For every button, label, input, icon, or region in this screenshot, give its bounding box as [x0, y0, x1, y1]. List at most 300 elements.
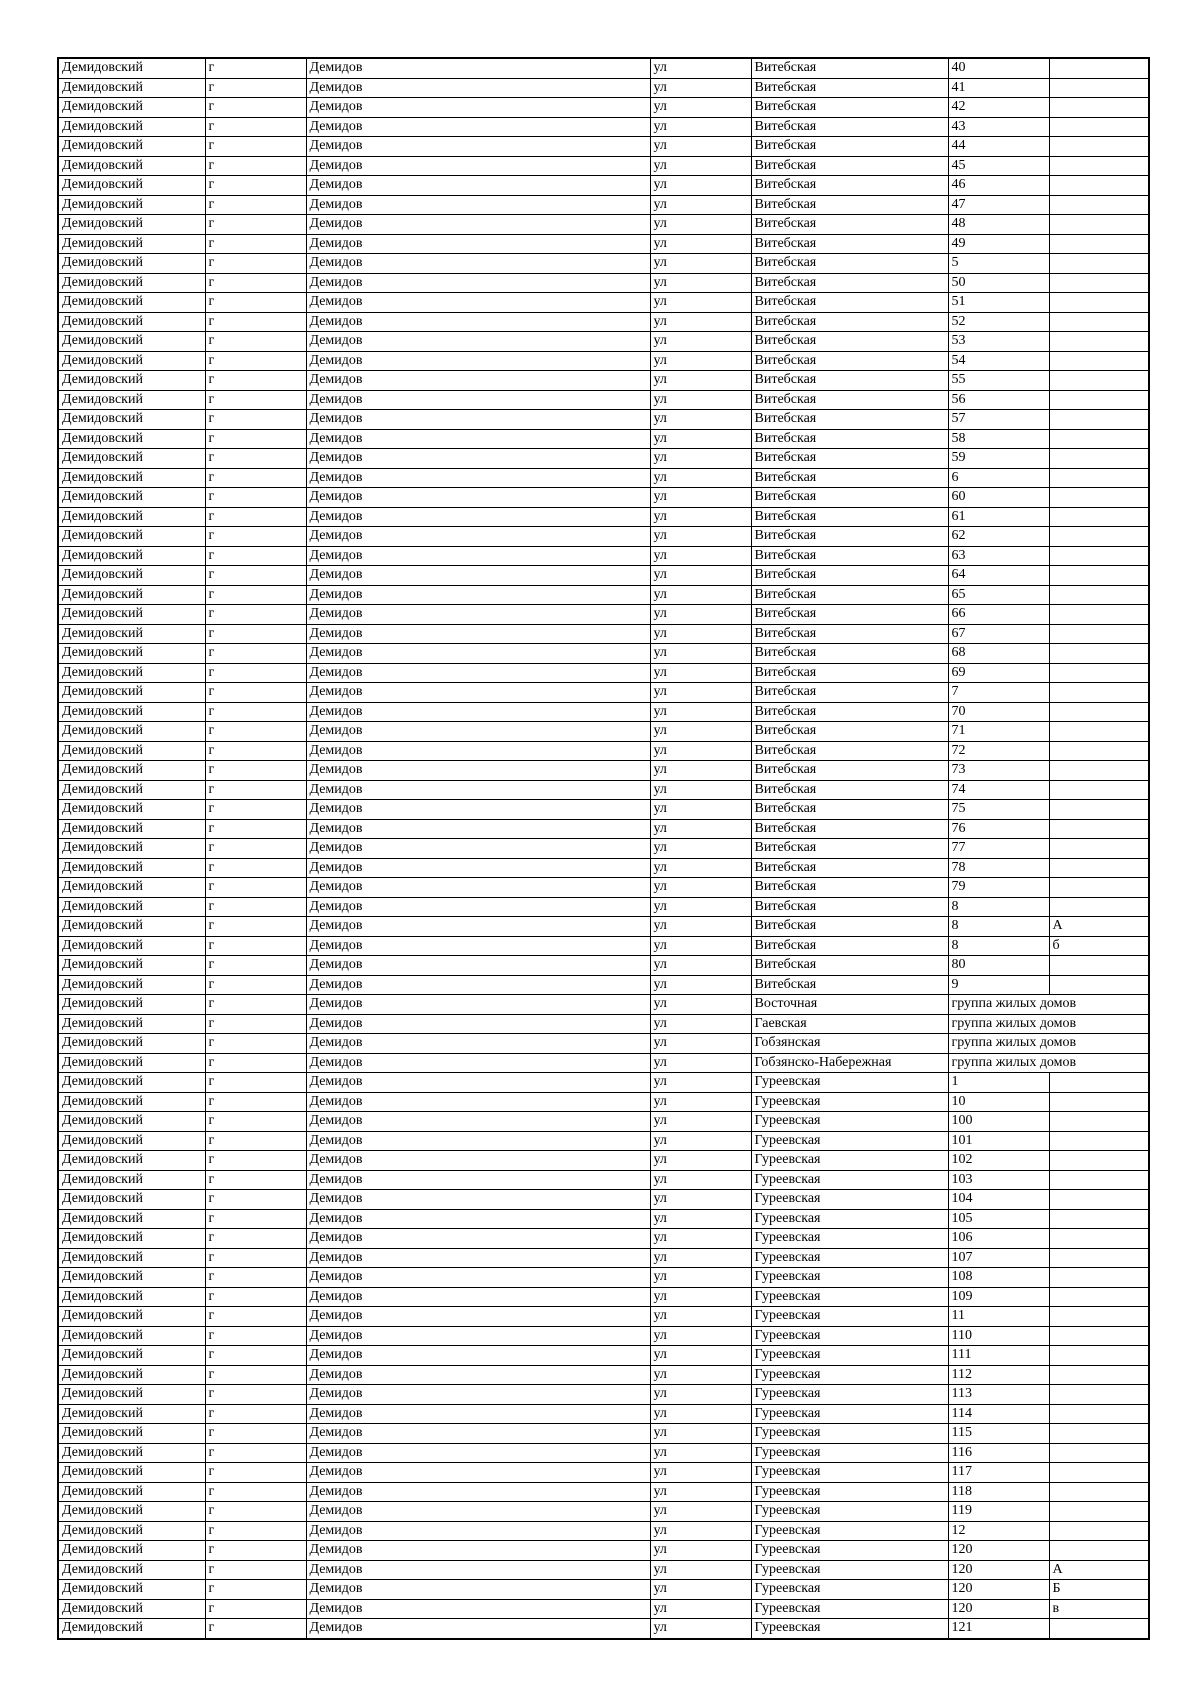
street-cell: Витебская: [751, 390, 948, 410]
table-row: [58, 761, 1149, 781]
table-row: [58, 683, 1149, 703]
house-number-cell: 1: [948, 1073, 1049, 1093]
district-cell: Демидовский: [58, 137, 205, 157]
table-row: [58, 1307, 1149, 1327]
settlement-cell: Демидов: [306, 254, 650, 274]
street-type-cell: ул: [650, 1482, 751, 1502]
table-row: [58, 566, 1149, 586]
district-cell: Демидовский: [58, 644, 205, 664]
house-number-cell: 77: [948, 839, 1049, 859]
house-number-cell: 50: [948, 273, 1049, 293]
building-letter-cell: [1049, 605, 1149, 625]
table-row: [58, 429, 1149, 449]
building-letter-cell: [1049, 371, 1149, 391]
settlement-cell: Демидов: [306, 995, 650, 1015]
building-letter-cell: [1049, 819, 1149, 839]
district-cell: Демидовский: [58, 995, 205, 1015]
district-cell: Демидовский: [58, 702, 205, 722]
street-cell: Витебская: [751, 234, 948, 254]
street-type-cell: ул: [650, 1073, 751, 1093]
table-row: [58, 234, 1149, 254]
table-row: [58, 1287, 1149, 1307]
building-letter-cell: [1049, 429, 1149, 449]
table-row: [58, 839, 1149, 859]
house-number-cell: 43: [948, 117, 1049, 137]
street-cell: Витебская: [751, 702, 948, 722]
settlement-type-cell: г: [205, 215, 306, 235]
house-number-cell: 10: [948, 1092, 1049, 1112]
table-row: [58, 98, 1149, 118]
street-type-cell: ул: [650, 800, 751, 820]
settlement-type-cell: г: [205, 1248, 306, 1268]
district-cell: Демидовский: [58, 741, 205, 761]
district-cell: Демидовский: [58, 1151, 205, 1171]
settlement-type-cell: г: [205, 254, 306, 274]
building-letter-cell: [1049, 546, 1149, 566]
building-letter-cell: [1049, 800, 1149, 820]
table-row: [58, 722, 1149, 742]
house-number-cell: 71: [948, 722, 1049, 742]
table-row: [58, 1541, 1149, 1561]
settlement-type-cell: г: [205, 1619, 306, 1639]
table-row: [58, 507, 1149, 527]
street-type-cell: ул: [650, 936, 751, 956]
settlement-cell: Демидов: [306, 1131, 650, 1151]
street-cell: Витебская: [751, 195, 948, 215]
table-row: [58, 780, 1149, 800]
house-number-cell: 54: [948, 351, 1049, 371]
settlement-type-cell: г: [205, 1463, 306, 1483]
district-cell: Демидовский: [58, 780, 205, 800]
street-cell: Гуреевская: [751, 1112, 948, 1132]
settlement-type-cell: г: [205, 137, 306, 157]
settlement-cell: Демидов: [306, 1365, 650, 1385]
house-number-cell: 76: [948, 819, 1049, 839]
settlement-cell: Демидов: [306, 156, 650, 176]
district-cell: Демидовский: [58, 273, 205, 293]
settlement-type-cell: г: [205, 176, 306, 196]
district-cell: Демидовский: [58, 488, 205, 508]
house-number-cell: 62: [948, 527, 1049, 547]
street-cell: Гуреевская: [751, 1385, 948, 1405]
table-row: [58, 176, 1149, 196]
street-cell: Витебская: [751, 215, 948, 235]
settlement-type-cell: г: [205, 1346, 306, 1366]
street-type-cell: ул: [650, 176, 751, 196]
settlement-cell: Демидов: [306, 585, 650, 605]
street-cell: Гуреевская: [751, 1326, 948, 1346]
street-cell: Гуреевская: [751, 1502, 948, 1522]
street-cell: Витебская: [751, 117, 948, 137]
house-number-cell: 63: [948, 546, 1049, 566]
house-number-cell: 8: [948, 897, 1049, 917]
district-cell: Демидовский: [58, 410, 205, 430]
settlement-type-cell: г: [205, 858, 306, 878]
street-cell: Витебская: [751, 956, 948, 976]
settlement-cell: Демидов: [306, 332, 650, 352]
district-cell: Демидовский: [58, 449, 205, 469]
table-row: [58, 897, 1149, 917]
building-letter-cell: [1049, 839, 1149, 859]
settlement-cell: Демидов: [306, 1209, 650, 1229]
district-cell: Демидовский: [58, 1131, 205, 1151]
building-letter-cell: [1049, 176, 1149, 196]
settlement-cell: Демидов: [306, 1014, 650, 1034]
house-number-cell: 49: [948, 234, 1049, 254]
street-type-cell: ул: [650, 566, 751, 586]
settlement-cell: Демидов: [306, 429, 650, 449]
district-cell: Демидовский: [58, 371, 205, 391]
district-cell: Демидовский: [58, 1268, 205, 1288]
house-number-cell: 45: [948, 156, 1049, 176]
settlement-type-cell: г: [205, 351, 306, 371]
settlement-type-cell: г: [205, 624, 306, 644]
building-letter-cell: [1049, 1092, 1149, 1112]
street-cell: Витебская: [751, 683, 948, 703]
district-cell: Демидовский: [58, 1229, 205, 1249]
street-type-cell: ул: [650, 1229, 751, 1249]
street-cell: Витебская: [751, 527, 948, 547]
district-cell: Демидовский: [58, 683, 205, 703]
table-row: [58, 527, 1149, 547]
settlement-type-cell: г: [205, 702, 306, 722]
street-cell: Гуреевская: [751, 1404, 948, 1424]
house-number-cell: 121: [948, 1619, 1049, 1639]
table-row: [58, 332, 1149, 352]
street-cell: Гобзянская: [751, 1034, 948, 1054]
street-type-cell: ул: [650, 1424, 751, 1444]
settlement-type-cell: г: [205, 956, 306, 976]
street-cell: Витебская: [751, 254, 948, 274]
district-cell: Демидовский: [58, 1307, 205, 1327]
building-letter-cell: [1049, 1209, 1149, 1229]
settlement-type-cell: г: [205, 936, 306, 956]
street-cell: Витебская: [751, 722, 948, 742]
table-row: [58, 195, 1149, 215]
district-cell: Демидовский: [58, 254, 205, 274]
table-row: [58, 1385, 1149, 1405]
street-cell: Витебская: [751, 546, 948, 566]
street-cell: Гуреевская: [751, 1190, 948, 1210]
street-type-cell: ул: [650, 449, 751, 469]
house-number-cell: 117: [948, 1463, 1049, 1483]
district-cell: Демидовский: [58, 1053, 205, 1073]
settlement-type-cell: г: [205, 1229, 306, 1249]
settlement-cell: Демидов: [306, 936, 650, 956]
house-number-cell: 61: [948, 507, 1049, 527]
street-type-cell: ул: [650, 839, 751, 859]
street-cell: Витебская: [751, 137, 948, 157]
district-cell: Демидовский: [58, 1092, 205, 1112]
settlement-cell: Демидов: [306, 215, 650, 235]
settlement-cell: Демидов: [306, 1053, 650, 1073]
building-letter-cell: [1049, 1073, 1149, 1093]
table-row: [58, 1151, 1149, 1171]
building-letter-cell: [1049, 273, 1149, 293]
house-number-cell: 40: [948, 58, 1049, 78]
street-cell: Витебская: [751, 858, 948, 878]
house-number-cell: 100: [948, 1112, 1049, 1132]
settlement-cell: Демидов: [306, 527, 650, 547]
settlement-cell: Демидов: [306, 1521, 650, 1541]
street-cell: Гуреевская: [751, 1248, 948, 1268]
settlement-type-cell: г: [205, 1424, 306, 1444]
settlement-type-cell: г: [205, 410, 306, 430]
district-cell: Демидовский: [58, 351, 205, 371]
street-type-cell: ул: [650, 1248, 751, 1268]
district-cell: Демидовский: [58, 1014, 205, 1034]
house-number-cell: 6: [948, 468, 1049, 488]
table-row: [58, 975, 1149, 995]
settlement-cell: Демидов: [306, 1112, 650, 1132]
street-type-cell: ул: [650, 1034, 751, 1054]
table-row: [58, 858, 1149, 878]
district-cell: Демидовский: [58, 293, 205, 313]
table-row: [58, 156, 1149, 176]
settlement-type-cell: г: [205, 371, 306, 391]
street-type-cell: ул: [650, 371, 751, 391]
house-number-cell: 51: [948, 293, 1049, 313]
building-letter-cell: [1049, 1112, 1149, 1132]
street-type-cell: ул: [650, 1268, 751, 1288]
street-type-cell: ул: [650, 1580, 751, 1600]
street-type-cell: ул: [650, 234, 751, 254]
district-cell: Демидовский: [58, 624, 205, 644]
settlement-cell: Демидов: [306, 1385, 650, 1405]
settlement-type-cell: г: [205, 878, 306, 898]
building-letter-cell: [1049, 1385, 1149, 1405]
settlement-type-cell: г: [205, 1521, 306, 1541]
street-cell: Гобзянско-Набережная: [751, 1053, 948, 1073]
settlement-cell: Демидов: [306, 800, 650, 820]
table-row: [58, 1443, 1149, 1463]
settlement-type-cell: г: [205, 897, 306, 917]
settlement-type-cell: г: [205, 1404, 306, 1424]
settlement-cell: Демидов: [306, 1580, 650, 1600]
settlement-cell: Демидов: [306, 663, 650, 683]
settlement-cell: Демидов: [306, 1560, 650, 1580]
table-row: [58, 1346, 1149, 1366]
building-letter-cell: [1049, 1521, 1149, 1541]
street-cell: Витебская: [751, 410, 948, 430]
building-letter-cell: [1049, 1268, 1149, 1288]
street-type-cell: ул: [650, 995, 751, 1015]
table-row: [58, 800, 1149, 820]
district-cell: Демидовский: [58, 1463, 205, 1483]
table-row: [58, 1482, 1149, 1502]
building-letter-cell: [1049, 956, 1149, 976]
street-cell: Гуреевская: [751, 1599, 948, 1619]
settlement-type-cell: г: [205, 98, 306, 118]
table-row: [58, 293, 1149, 313]
house-number-cell: 55: [948, 371, 1049, 391]
house-number-cell: 111: [948, 1346, 1049, 1366]
settlement-type-cell: г: [205, 683, 306, 703]
district-cell: Демидовский: [58, 1248, 205, 1268]
house-number-cell: группа жилых домов: [948, 1034, 1149, 1054]
table-row: [58, 605, 1149, 625]
house-number-cell: 69: [948, 663, 1049, 683]
street-type-cell: ул: [650, 546, 751, 566]
table-row: [58, 878, 1149, 898]
street-type-cell: ул: [650, 332, 751, 352]
street-type-cell: ул: [650, 1209, 751, 1229]
table-row: [58, 995, 1149, 1015]
settlement-type-cell: г: [205, 1151, 306, 1171]
street-cell: Гуреевская: [751, 1151, 948, 1171]
settlement-cell: Демидов: [306, 1502, 650, 1522]
table-row: [58, 663, 1149, 683]
street-type-cell: ул: [650, 780, 751, 800]
settlement-cell: Демидов: [306, 98, 650, 118]
street-type-cell: ул: [650, 1560, 751, 1580]
settlement-cell: Демидов: [306, 176, 650, 196]
building-letter-cell: [1049, 312, 1149, 332]
street-type-cell: ул: [650, 878, 751, 898]
settlement-cell: Демидов: [306, 605, 650, 625]
house-number-cell: 106: [948, 1229, 1049, 1249]
street-cell: Гаевская: [751, 1014, 948, 1034]
house-number-cell: 72: [948, 741, 1049, 761]
building-letter-cell: [1049, 897, 1149, 917]
district-cell: Демидовский: [58, 390, 205, 410]
district-cell: Демидовский: [58, 234, 205, 254]
building-letter-cell: [1049, 1404, 1149, 1424]
settlement-type-cell: г: [205, 722, 306, 742]
house-number-cell: 112: [948, 1365, 1049, 1385]
building-letter-cell: [1049, 624, 1149, 644]
settlement-cell: Демидов: [306, 1092, 650, 1112]
table-row: [58, 1190, 1149, 1210]
street-type-cell: ул: [650, 351, 751, 371]
settlement-cell: Демидов: [306, 195, 650, 215]
district-cell: Демидовский: [58, 176, 205, 196]
settlement-type-cell: г: [205, 546, 306, 566]
house-number-cell: 8: [948, 936, 1049, 956]
house-number-cell: 119: [948, 1502, 1049, 1522]
settlement-type-cell: г: [205, 1014, 306, 1034]
table-row: [58, 1404, 1149, 1424]
street-type-cell: ул: [650, 117, 751, 137]
district-cell: Демидовский: [58, 605, 205, 625]
building-letter-cell: [1049, 527, 1149, 547]
settlement-cell: Демидов: [306, 1307, 650, 1327]
street-type-cell: ул: [650, 1151, 751, 1171]
street-cell: Гуреевская: [751, 1209, 948, 1229]
house-number-cell: 120: [948, 1560, 1049, 1580]
street-cell: Гуреевская: [751, 1092, 948, 1112]
settlement-type-cell: г: [205, 1073, 306, 1093]
settlement-type-cell: г: [205, 312, 306, 332]
table-row: [58, 956, 1149, 976]
table-row: [58, 254, 1149, 274]
street-type-cell: ул: [650, 215, 751, 235]
street-cell: Гуреевская: [751, 1287, 948, 1307]
street-type-cell: ул: [650, 605, 751, 625]
settlement-cell: Демидов: [306, 488, 650, 508]
settlement-cell: Демидов: [306, 819, 650, 839]
table-row: [58, 273, 1149, 293]
district-cell: Демидовский: [58, 1599, 205, 1619]
street-cell: Витебская: [751, 761, 948, 781]
house-number-cell: 67: [948, 624, 1049, 644]
street-type-cell: ул: [650, 78, 751, 98]
building-letter-cell: [1049, 507, 1149, 527]
settlement-cell: Демидов: [306, 1541, 650, 1561]
settlement-cell: Демидов: [306, 1248, 650, 1268]
building-letter-cell: [1049, 975, 1149, 995]
street-cell: Гуреевская: [751, 1521, 948, 1541]
street-type-cell: ул: [650, 1287, 751, 1307]
house-number-cell: 12: [948, 1521, 1049, 1541]
house-number-cell: 42: [948, 98, 1049, 118]
settlement-cell: Демидов: [306, 1170, 650, 1190]
settlement-type-cell: г: [205, 488, 306, 508]
house-number-cell: 102: [948, 1151, 1049, 1171]
street-type-cell: ул: [650, 195, 751, 215]
street-type-cell: ул: [650, 1365, 751, 1385]
address-table-body: [58, 58, 1149, 1639]
street-type-cell: ул: [650, 761, 751, 781]
settlement-cell: Демидов: [306, 761, 650, 781]
settlement-type-cell: г: [205, 663, 306, 683]
settlement-type-cell: г: [205, 468, 306, 488]
street-cell: Витебская: [751, 780, 948, 800]
building-letter-cell: [1049, 585, 1149, 605]
street-cell: Витебская: [751, 839, 948, 859]
settlement-type-cell: г: [205, 1599, 306, 1619]
settlement-type-cell: г: [205, 1580, 306, 1600]
building-letter-cell: [1049, 722, 1149, 742]
street-cell: Витебская: [751, 644, 948, 664]
district-cell: Демидовский: [58, 800, 205, 820]
settlement-cell: Демидов: [306, 1443, 650, 1463]
settlement-type-cell: г: [205, 78, 306, 98]
street-type-cell: ул: [650, 273, 751, 293]
settlement-type-cell: г: [205, 1190, 306, 1210]
settlement-type-cell: г: [205, 390, 306, 410]
table-row: [58, 819, 1149, 839]
street-type-cell: ул: [650, 507, 751, 527]
street-type-cell: ул: [650, 1170, 751, 1190]
street-type-cell: ул: [650, 663, 751, 683]
house-number-cell: 59: [948, 449, 1049, 469]
table-row: [58, 215, 1149, 235]
house-number-cell: 105: [948, 1209, 1049, 1229]
settlement-cell: Демидов: [306, 897, 650, 917]
district-cell: Демидовский: [58, 1073, 205, 1093]
building-letter-cell: [1049, 741, 1149, 761]
building-letter-cell: [1049, 1151, 1149, 1171]
building-letter-cell: [1049, 1365, 1149, 1385]
district-cell: Демидовский: [58, 839, 205, 859]
street-cell: Витебская: [751, 975, 948, 995]
street-cell: Гуреевская: [751, 1131, 948, 1151]
street-type-cell: ул: [650, 741, 751, 761]
house-number-cell: 104: [948, 1190, 1049, 1210]
settlement-type-cell: г: [205, 1034, 306, 1054]
table-row: [58, 351, 1149, 371]
district-cell: Демидовский: [58, 1482, 205, 1502]
street-cell: Витебская: [751, 897, 948, 917]
settlement-cell: Демидов: [306, 624, 650, 644]
district-cell: Демидовский: [58, 1209, 205, 1229]
street-type-cell: ул: [650, 429, 751, 449]
district-cell: Демидовский: [58, 429, 205, 449]
settlement-type-cell: г: [205, 1112, 306, 1132]
house-number-cell: 80: [948, 956, 1049, 976]
house-number-cell: 73: [948, 761, 1049, 781]
